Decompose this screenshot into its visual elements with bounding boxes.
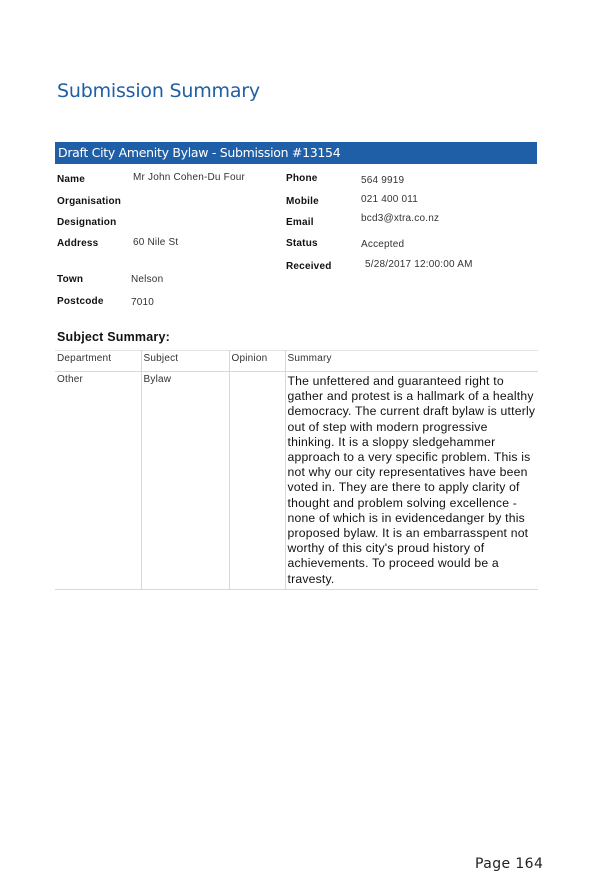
mobile-value: 021 400 011 (361, 194, 419, 205)
phone-value: 564 9919 (361, 175, 405, 186)
column-header-summary: Summary (285, 351, 538, 372)
status-value: Accepted (361, 239, 405, 250)
subject-summary-table (55, 350, 538, 590)
organisation-label: Organisation (57, 196, 122, 207)
phone-label: Phone (286, 173, 318, 184)
column-header-opinion: Opinion (229, 351, 285, 372)
page-number: Page 164 (475, 856, 544, 872)
received-label: Received (286, 261, 332, 272)
town-label: Town (57, 274, 84, 285)
department-cell: Other (55, 372, 141, 590)
subject-summary-heading: Subject Summary: (57, 330, 170, 344)
mobile-label: Mobile (286, 196, 319, 207)
designation-label: Designation (57, 217, 117, 228)
page-title: Submission Summary (57, 80, 260, 102)
column-header-department: Department (55, 351, 141, 372)
postcode-label: Postcode (57, 296, 104, 307)
status-label: Status (286, 238, 318, 249)
table-header-row (55, 351, 538, 372)
received-value: 5/28/2017 12:00:00 AM (365, 259, 473, 270)
email-value: bcd3@xtra.co.nz (361, 213, 440, 224)
address-value: 60 Nile St (133, 237, 179, 248)
address-label: Address (57, 238, 99, 249)
name-label: Name (57, 174, 86, 185)
email-label: Email (286, 217, 314, 228)
postcode-value: 7010 (131, 297, 155, 308)
subject-cell: Bylaw (141, 372, 229, 590)
submission-banner: Draft City Amenity Bylaw - Submission #13154 (55, 142, 537, 164)
town-value: Nelson (131, 274, 164, 285)
name-value: Mr John Cohen-Du Four (133, 172, 246, 183)
opinion-cell (229, 372, 285, 590)
column-header-subject: Subject (141, 351, 229, 372)
table-row (55, 372, 538, 590)
summary-cell: The unfettered and guaranteed right to gather and protest is a hallmark of a healthy democracy. The current draft bylaw is utterly out of step with modern progressive thinking. It is a sloppy sledgehammer approach to a very specific problem. This is not why our city representatives have been voted in. They are there to apply clarity of thought and problem solving excellence - none of which is in evidencedanger by this proposed bylaw. It is an embarrasspent not worthy of this city's proud history of achievements. To proceed would be a travesty. (285, 372, 538, 590)
